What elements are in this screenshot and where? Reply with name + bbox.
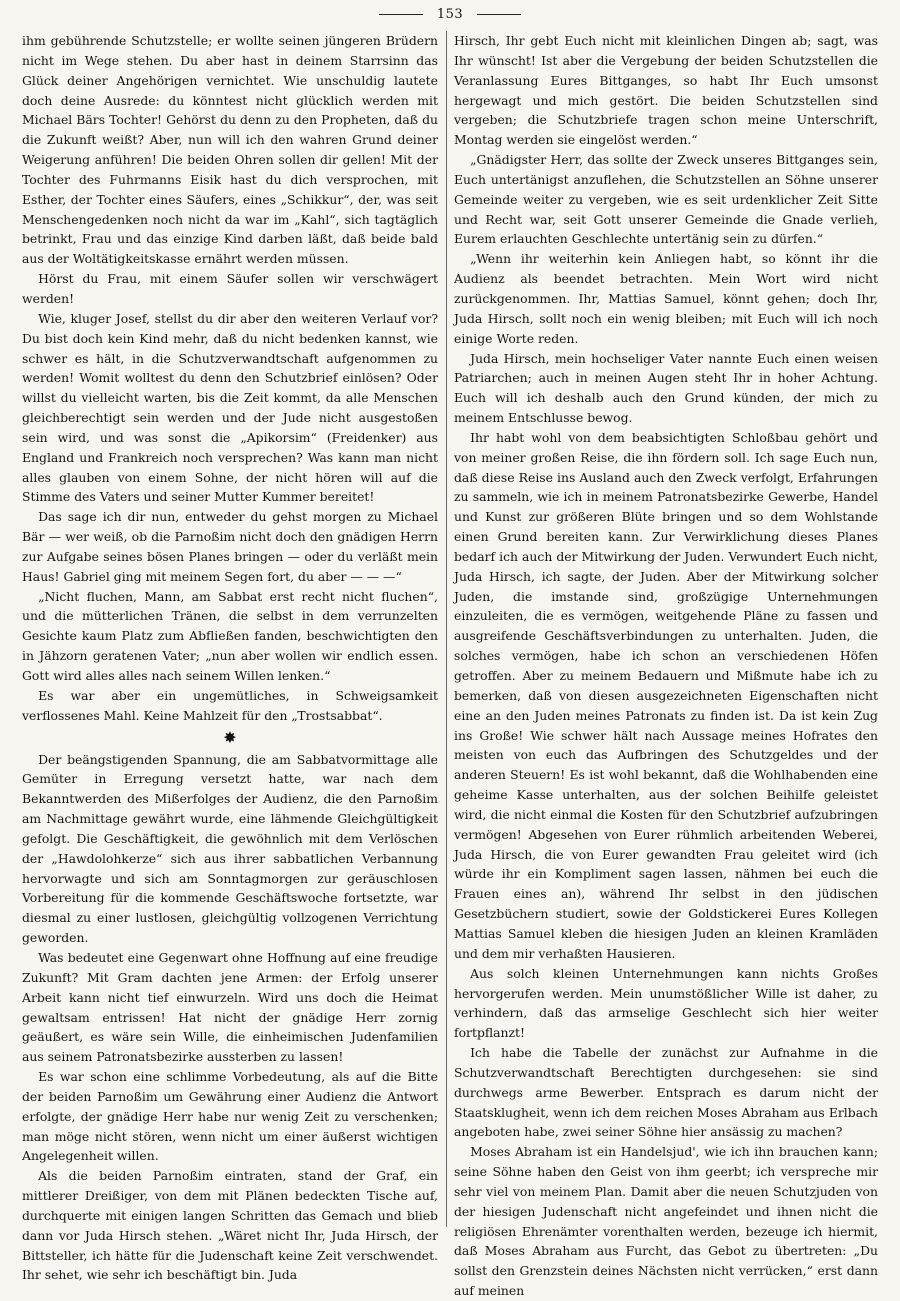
paragraph: „Gnädigster Herr, das sollte der Zweck unseres Bittganges sein, Euch untertänigst anzuflehen, die Schutzstellen an Söhne unserer Gemeinde weiter zu vergeben, wie es seit urdenklicher Zeit Sitte und Recht war, seit Gott unserer Gemeinde die Gnade verlieh, Eurem erlauchten Geschlechte untertänig sein zu dürfen.“ — [454, 152, 878, 247]
paragraph: Wie, kluger Josef, stellst du dir aber den weiteren Verlauf vor? Du bist doch kein Kind mehr, daß du nicht bedenken kannst, wie schwer es hält, in die Schutzverwandtschaft aufgenommen zu werden! Womit wolltest du denn den Schutzbrief einlösen? Oder willst du vielleicht warten, bis die Zeit kommt, da alle Menschen gleichberechtigt sein werden und der Jude nicht ausgestoßen sein wird, und was sonst die „Apikorsim“ (Freidenker) aus England und Frankreich noch versprechen? Was kann man nicht alles glauben von einem Sohne, der nicht hören will auf die Stimme des Vaters und seiner Mutter Kummer bereitet! — [22, 310, 438, 505]
paragraph: Moses Abraham ist ein Handelsjud', wie ich ihn brauchen kann; seine Söhne haben den Geist von ihm geerbt; ich verspreche mir sehr viel von meinem Plan. Damit aber die neuen Schutzjuden von der hiesigen Judenschaft nicht angefeindet und ihnen nicht die religiösen Ehrenämter vorenthalten werden, bezeuge ich hiermit, daß Moses Abraham aus Furcht, das Gebot zu übertreten: „Du sollst den Grenzstein deines Nächsten nicht verrücken,“ erst dann auf meinen — [454, 1144, 878, 1299]
paragraph: Als die beiden Parnoßim eintraten, stand der Graf, ein mittlerer Dreißiger, von dem mit Plänen bedeckten Tische auf, durchquerte mit einigen langen Schritten das Gemach und blieb dann vor Juda Hirsch stehen. „Wäret nicht Ihr, Juda Hirsch, der Bittsteller, ich hätte für die Judenschaft keine Zeit verschwendet. Ihr sehet, wie sehr ich beschäftigt bin. Juda — [22, 1168, 438, 1283]
paragraph: Juda Hirsch, mein hochseliger Vater nannte Euch einen weisen Patriarchen; auch in meinen Augen steht Ihr in hoher Achtung. Euch will ich deshalb auch den Grund künden, der mich zu meinem Entschlusse bewog. — [454, 350, 878, 426]
paragraph: Der beängstigenden Spannung, die am Sabbatvormittage alle Gemüter in Erregung versetzt hatte, war nach dem Bekanntwerden des Mißerfolges der Audienz, die den Parnoßim am Nachmittage gewährt wurde, eine lähmende Gleichgültigkeit gefolgt. Die Geschäftigkeit, die gewöhnlich mit dem Verlöschen der „Hawdolohkerze“ sich aus ihrer sabbatlichen Verbannung hervorwagte und sich am Sonntagmorgen zur geräuschlosen Vorbereitung für die kommende Geschäftswoche fortsetzte, war diesmal zu einer lustlosen, gleichgültig vollzogenen Verrichtung geworden. — [22, 751, 438, 946]
right-column — [454, 31, 878, 1299]
header-rule-left — [379, 14, 423, 15]
paragraph: Das sage ich dir nun, entweder du gehst morgen zu Michael Bär — wer weiß, ob die Parnoßim nicht doch den gnädigen Herrn zur Aufgabe seines bösen Planes bringen — oder du verläßt mein Haus! Gabriel ging mit meinem Segen fort, du aber — — —“ — [22, 509, 438, 584]
paragraph: ihm gebührende Schutzstelle; er wollte seinen jüngeren Brüdern nicht im Wege stehen. Du aber hast in deinem Starrsinn das Glück deiner Angehörigen vernichtet. Wie unschuldig lautete doch deine Ausrede: du könntest nicht glücklich werden mit Michael Bärs Tochter! Gehörst du denn zu den Propheten, daß du die Zukunft weißt? Aber, nun will ich den wahren Grund deiner Weigerung anführen! Die beiden Ohren sollen dir gellen! Mit der Tochter des Fuhrmanns Eisik hast du dich versprochen, mit Esther, der Tochter eines Säufers, eines „Schikkur“, der, was seit Menschengedenken noch nicht da war im „Kahl“, sich tagtäglich betrinkt, Frau und das einzige Kind darben läßt, daß beide bald aus der Woltätigkeitskasse ernährt werden müssen. — [22, 33, 438, 267]
column-divider — [446, 31, 447, 1227]
left-column — [22, 31, 438, 1283]
paragraph: Hörst du Frau, mit einem Säufer sollen wir verschwägert werden! — [22, 271, 438, 306]
header-rule-right — [477, 14, 521, 15]
paragraph: „Wenn ihr weiterhin kein Anliegen habt, so könnt ihr die Audienz als beendet betrachten. Mein Wort wird nicht zurückgenommen. Ihr, Mattias Samuel, könnt gehen; doch Ihr, Juda Hirsch, sollt noch ein wenig bleiben; mit Euch will ich noch einige Worte reden. — [454, 251, 878, 346]
paragraph: Ihr habt wohl von dem beabsichtigten Schloßbau gehört und von meiner großen Reise, die ihn fördern soll. Ich sage Euch nun, daß diese Reise ins Ausland auch den Zweck verfolgt, Erfahrungen zu sammeln, wie ich in meinem Patronatsbezirke Gewerbe, Handel und Kunst zur größeren Blüte bringen und so dem Wohlstande einen Grund bereiten kann. Zur Verwirklichung dieses Planes bedarf ich auch der Mitwirkung der Juden. Verwundert Euch nicht, Juda Hirsch, ich sagte, der Juden. Aber der Mitwirkung solcher Juden, die imstande sind, großzügige Unternehmungen einzuleiten, die es vermögen, weitgehende Pläne zu fassen und ausgreifende Geschäftsverbindungen zu unterhalten. Juden, die solches vermögen, habe ich schon an verschiedenen Höfen getroffen. Aber zu meinem Bedauern und Mißmute habe ich zu bemerken, daß von diesen ausgezeichneten Eigenschaften nicht eine an den Juden meines Patronats zu finden ist. Da ist kein Zug ins Große! Wie schwer hält nach Aussage meines Hofrates den meisten von euch das Aufbringen des Schutzgeldes und der anderen Steuern! Es ist wohl bekannt, daß die Wohlhabenden eine geheime Kasse unterhalten, aus der solchen Beihilfe geleistet wird, die nicht einmal die Kosten für den Schutzbrief aufzubringen vermögen! Abgesehen von Eurer rühmlich arbeitenden Weberei, Juda Hirsch, die von Eurer gewandten Frau geleitet wird (ich würde ihr ein Kompliment sagen lassen, nähmen bei euch die Frauen eines an), während Ihr selbst in den jüdischen Gesetzbüchern studiert, sowie der Goldstickerei Eures Kollegen Mattias Samuel kleben die hiesigen Juden an kleinen Kramläden und dem mir verhaßten Hausieren. — [454, 429, 878, 961]
paragraph: Hirsch, Ihr gebt Euch nicht mit kleinlichen Dingen ab; sagt, was Ihr wünscht! Ist aber die Vergebung der beiden Schutzstellen die Veranlassung Eures Bittganges, so habt Ihr Euch umsonst hergewagt und mich gestört. Die beiden Schutzstellen sind vergeben; die Schutzbriefe tragen schon meine Unterschrift, Montag werden sie eingelöst werden.“ — [454, 33, 878, 148]
page-header — [0, 2, 900, 26]
paragraph: Ich habe die Tabelle der zunächst zur Aufnahme in die Schutzverwandtschaft Berechtigten durchgesehen: sie sind durchwegs arme Bewerber. Entsprach es darum nicht der Staatsklugheit, wenn ich dem reichen Moses Abraham aus Erlbach angeboten habe, zwei seiner Söhne hier ansässig zu machen? — [454, 1045, 878, 1140]
paragraph: „Nicht fluchen, Mann, am Sabbat erst recht nicht fluchen“, und die mütterlichen Tränen, die selbst in dem verrunzelten Gesichte kaum Platz zum Abfließen fanden, beschwichtigten den in Jähzorn geratenen Vater; „nun aber wollen wir endlich essen. Gott wird alles alles nach seinem Willen lenken.“ — [22, 588, 438, 683]
paragraph: Es war aber ein ungemütliches, in Schweigsamkeit verflossenes Mahl. Keine Mahlzeit für den „Trostsabbat“. — [22, 687, 438, 723]
paragraph: Aus solch kleinen Unternehmungen kann nichts Großes hervorgerufen werden. Mein unumstößlicher Wille ist daher, zu verhindern, daß das armselige Geschlecht sich hier weiter fortpflanzt! — [454, 965, 878, 1041]
page-number: 153 — [436, 6, 464, 22]
paragraph: Was bedeutet eine Gegenwart ohne Hoffnung auf eine freudige Zukunft? Mit Gram dachten jene Armen: der Erfolg unserer Arbeit kann nicht tief einwurzeln. Wird uns doch die Heimat gewaltsam entrissen! Hat nicht der gnädige Herr zornig geäußert, es wäre sein Wille, die einheimischen Judenfamilien aus seinem Patronatsbezirke aussterben zu lassen! — [22, 949, 438, 1065]
section-separator-star: ✸ — [223, 727, 237, 747]
paragraph: Es war schon eine schlimme Vorbedeutung, als auf die Bitte der beiden Parnoßim um Gewährung einer Audienz die Antwort erfolgte, der gnädige Herr habe nur wenig Zeit zu verschenken; man möge nicht stören, wenn nicht um einer äußerst wichtigen Angelegenheit willen. — [22, 1069, 438, 1164]
